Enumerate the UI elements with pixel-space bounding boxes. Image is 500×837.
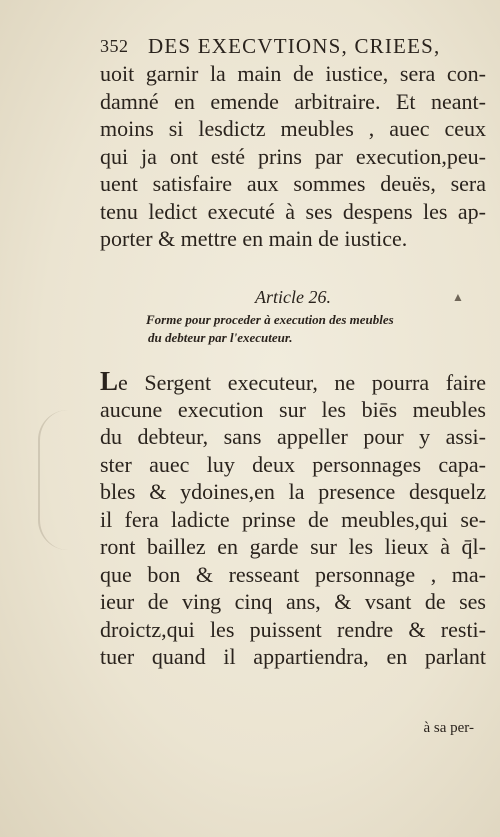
text-line: ront baillez en garde sur les lieux à q̄l- bbox=[100, 534, 486, 559]
text-line: ieur de ving cinq ans, & vsant de ses bbox=[100, 589, 486, 614]
text-line: droictz,qui les puissent rendre & resti- bbox=[100, 616, 486, 642]
text-line: uoit garnir la main de iustice, sera con- bbox=[100, 61, 486, 86]
paragraph-1 bbox=[100, 60, 486, 253]
text-line bbox=[100, 368, 486, 396]
catchword: à sa per- bbox=[423, 720, 474, 736]
text-line: uent satisfaire aux sommes deuës, sera bbox=[100, 171, 486, 196]
running-title: DES EXECVTIONS, CRIEES, bbox=[148, 34, 441, 58]
paragraph-2 bbox=[100, 368, 486, 671]
article-heading: Article 26. bbox=[255, 287, 331, 307]
text-line: qui ja ont esté prins par execution,peu- bbox=[100, 143, 486, 169]
bleed-mark: ▲ bbox=[452, 290, 464, 304]
text-line: ster auec luy deux personnages capa- bbox=[100, 451, 486, 477]
margin-stain bbox=[38, 410, 80, 550]
text-line: porter & mettre en main de iustice. bbox=[100, 226, 408, 251]
text-line: il fera ladicte prinse de meubles,qui se- bbox=[100, 506, 486, 532]
article-rubric bbox=[146, 311, 466, 347]
line-text: e Sergent executeur, ne pourra faire bbox=[118, 370, 486, 395]
text-line: moins si lesdictz meubles , auec ceux bbox=[100, 116, 486, 141]
text-line: du debteur, sans appeller pour y assi- bbox=[100, 424, 486, 449]
running-head bbox=[100, 34, 490, 62]
initial-letter: L bbox=[100, 368, 119, 396]
text-line: aucune execution sur les biēs meubles bbox=[100, 396, 486, 422]
text-line: tenu ledict executé à ses despens les ap- bbox=[100, 198, 486, 224]
text-line: tuer quand il appartiendra, en parlant bbox=[100, 644, 486, 669]
text-line: bles & ydoines,en la presence desquelz bbox=[100, 479, 486, 504]
text-line: que bon & resseant personnage , ma- bbox=[100, 561, 486, 587]
rubric-line: Forme pour proceder à execution des meubles bbox=[146, 312, 394, 327]
text-line: damné en emende arbitraire. Et neant- bbox=[100, 88, 486, 114]
page-number: 352 bbox=[100, 36, 129, 56]
rubric-line: du debteur par l'executeur. bbox=[148, 330, 293, 345]
